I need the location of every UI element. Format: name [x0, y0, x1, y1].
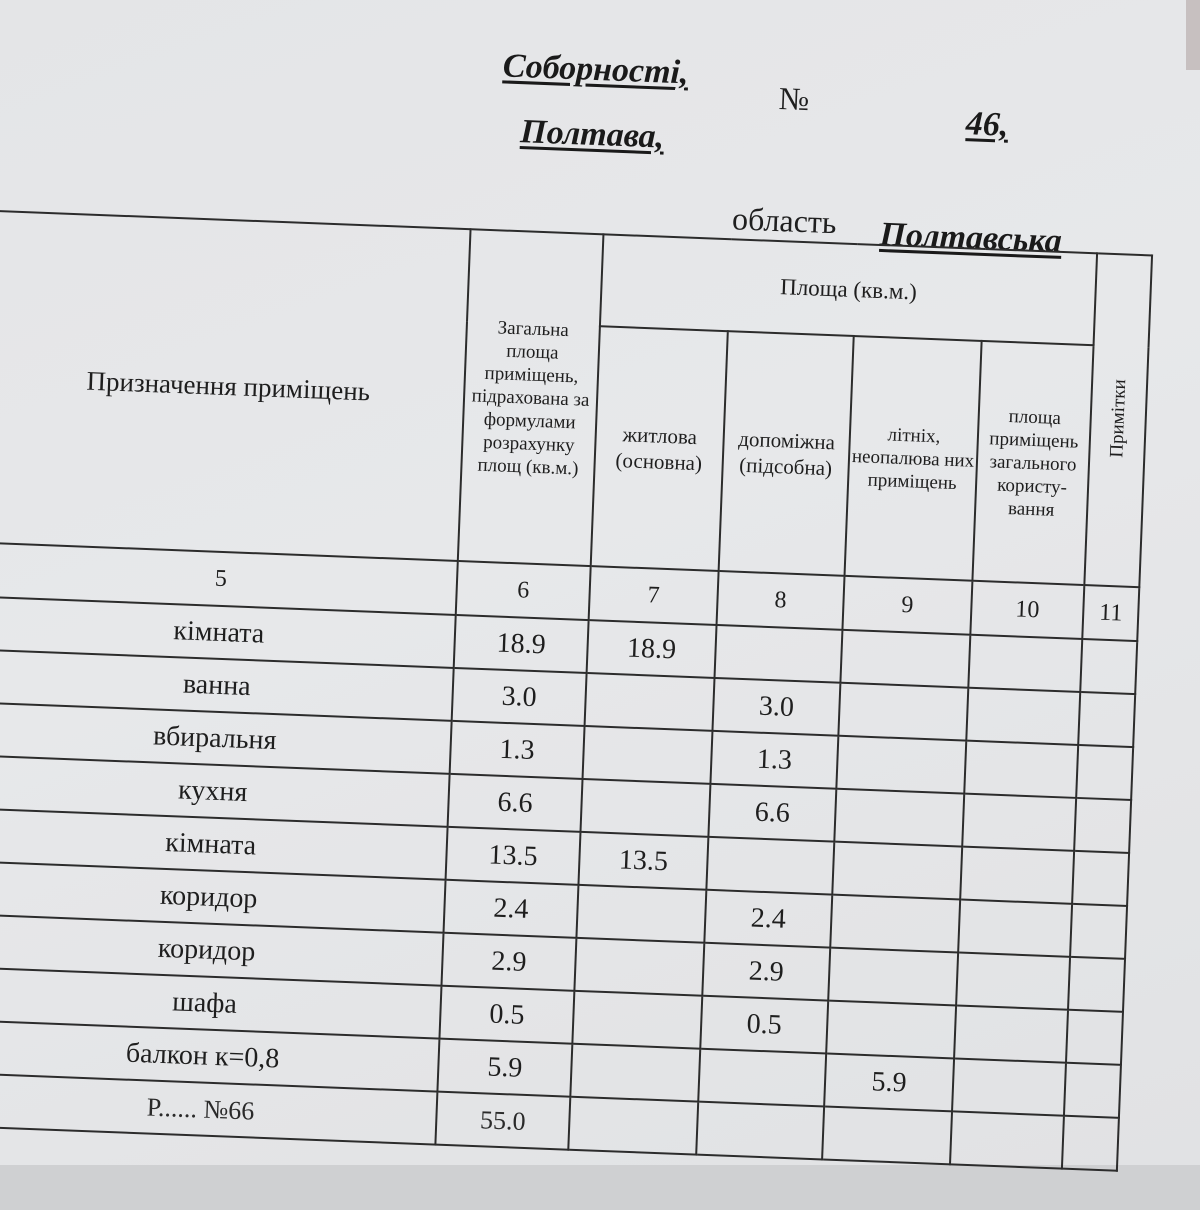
- room-total: 2.9: [441, 933, 576, 991]
- premises-table: [0, 209, 1153, 1171]
- area-group-header: Площа (кв.м.): [600, 234, 1097, 345]
- room-aux: [715, 625, 843, 683]
- room-living: [570, 1044, 700, 1102]
- room-aux: 0.5: [700, 996, 828, 1054]
- room-total: 13.5: [446, 827, 581, 885]
- city-name: Полтава,: [519, 113, 665, 156]
- room-total: 2.4: [444, 880, 579, 938]
- room-aux: 2.4: [704, 890, 832, 948]
- room-aux: 2.9: [702, 943, 830, 1001]
- room-common: [962, 794, 1076, 851]
- col-number-11: 11: [1082, 585, 1139, 641]
- col-purpose-header: Призначення приміщень: [0, 211, 471, 561]
- house-number: 46,: [965, 105, 1010, 144]
- room-aux: 1.3: [710, 731, 838, 789]
- room-common: [954, 1005, 1068, 1062]
- room-living: [583, 726, 713, 784]
- room-summer: [826, 1001, 956, 1059]
- room-total: 6.6: [448, 774, 583, 832]
- room-common: [956, 952, 1070, 1009]
- room-notes: [1066, 1010, 1123, 1065]
- room-summer: [834, 789, 964, 847]
- room-living: 13.5: [578, 832, 708, 890]
- room-total: 18.9: [454, 615, 589, 673]
- room-common: [960, 847, 1074, 904]
- room-summer: [828, 948, 958, 1006]
- number-sign: №: [778, 79, 811, 118]
- room-summer: [838, 683, 968, 741]
- room-name: кімната: [0, 809, 448, 880]
- room-living: [572, 991, 702, 1049]
- room-total: 3.0: [452, 668, 587, 726]
- room-name: кімната: [0, 597, 456, 668]
- cut-row-name: Р...... №66: [0, 1073, 437, 1144]
- room-living: [585, 673, 715, 731]
- col-number-7: 7: [589, 566, 719, 625]
- room-notes: [1076, 745, 1133, 800]
- cut-row-total: 55.0: [435, 1092, 570, 1150]
- room-name: ванна: [0, 650, 454, 721]
- col-living-header: житлова (основна): [591, 326, 728, 571]
- col-common-header: площа приміщень загального користу-вання: [972, 341, 1093, 585]
- notes-label: Примітки: [1105, 378, 1130, 458]
- room-aux: 3.0: [712, 678, 840, 736]
- room-name: вбиральня: [0, 703, 452, 774]
- room-total: 1.3: [450, 721, 585, 779]
- room-summer: [830, 895, 960, 953]
- room-name: коридор: [0, 915, 444, 986]
- room-summer: [840, 630, 970, 688]
- room-total: 5.9: [437, 1039, 572, 1097]
- room-living: [580, 779, 710, 837]
- room-aux: [698, 1049, 826, 1107]
- room-notes: [1074, 798, 1131, 853]
- room-notes: [1080, 639, 1137, 694]
- room-living: 18.9: [587, 620, 717, 678]
- col-number-10: 10: [970, 581, 1084, 639]
- room-common: [952, 1058, 1066, 1115]
- room-aux: [706, 837, 834, 895]
- room-notes: [1068, 957, 1125, 1012]
- room-total: 0.5: [439, 986, 574, 1044]
- room-living: [576, 885, 706, 943]
- room-common: [968, 635, 1082, 692]
- room-notes: [1078, 692, 1135, 747]
- room-notes: [1072, 851, 1129, 906]
- room-summer: [832, 842, 962, 900]
- room-summer: 5.9: [824, 1053, 954, 1111]
- room-notes: [1070, 904, 1127, 959]
- region-name: Полтавська: [878, 215, 1063, 260]
- col-total-header: Загальна площа приміщень, підрахована за формулами розрахунку площ (кв.м.): [458, 229, 604, 566]
- room-common: [958, 900, 1072, 957]
- room-name: коридор: [0, 862, 446, 933]
- col-number-8: 8: [717, 571, 845, 630]
- room-name: кухня: [0, 756, 450, 827]
- col-number-6: 6: [456, 561, 591, 620]
- room-name: балкон к=0,8: [0, 1021, 439, 1092]
- col-aux-header: допоміжна (підсобна): [719, 331, 854, 576]
- col-notes-header: [1084, 253, 1152, 587]
- col-summer-header: літніх, неопалюва них приміщень: [845, 336, 982, 581]
- room-common: [964, 741, 1078, 798]
- room-aux: 6.6: [708, 784, 836, 842]
- room-common: [966, 688, 1080, 745]
- region-label: область: [731, 200, 838, 241]
- col-number-5: 5: [0, 543, 458, 615]
- room-notes: [1064, 1063, 1121, 1118]
- room-name: шафа: [0, 968, 441, 1039]
- street-name: Соборності,: [502, 47, 690, 92]
- room-summer: [836, 736, 966, 794]
- room-living: [574, 938, 704, 996]
- col-number-9: 9: [842, 576, 972, 635]
